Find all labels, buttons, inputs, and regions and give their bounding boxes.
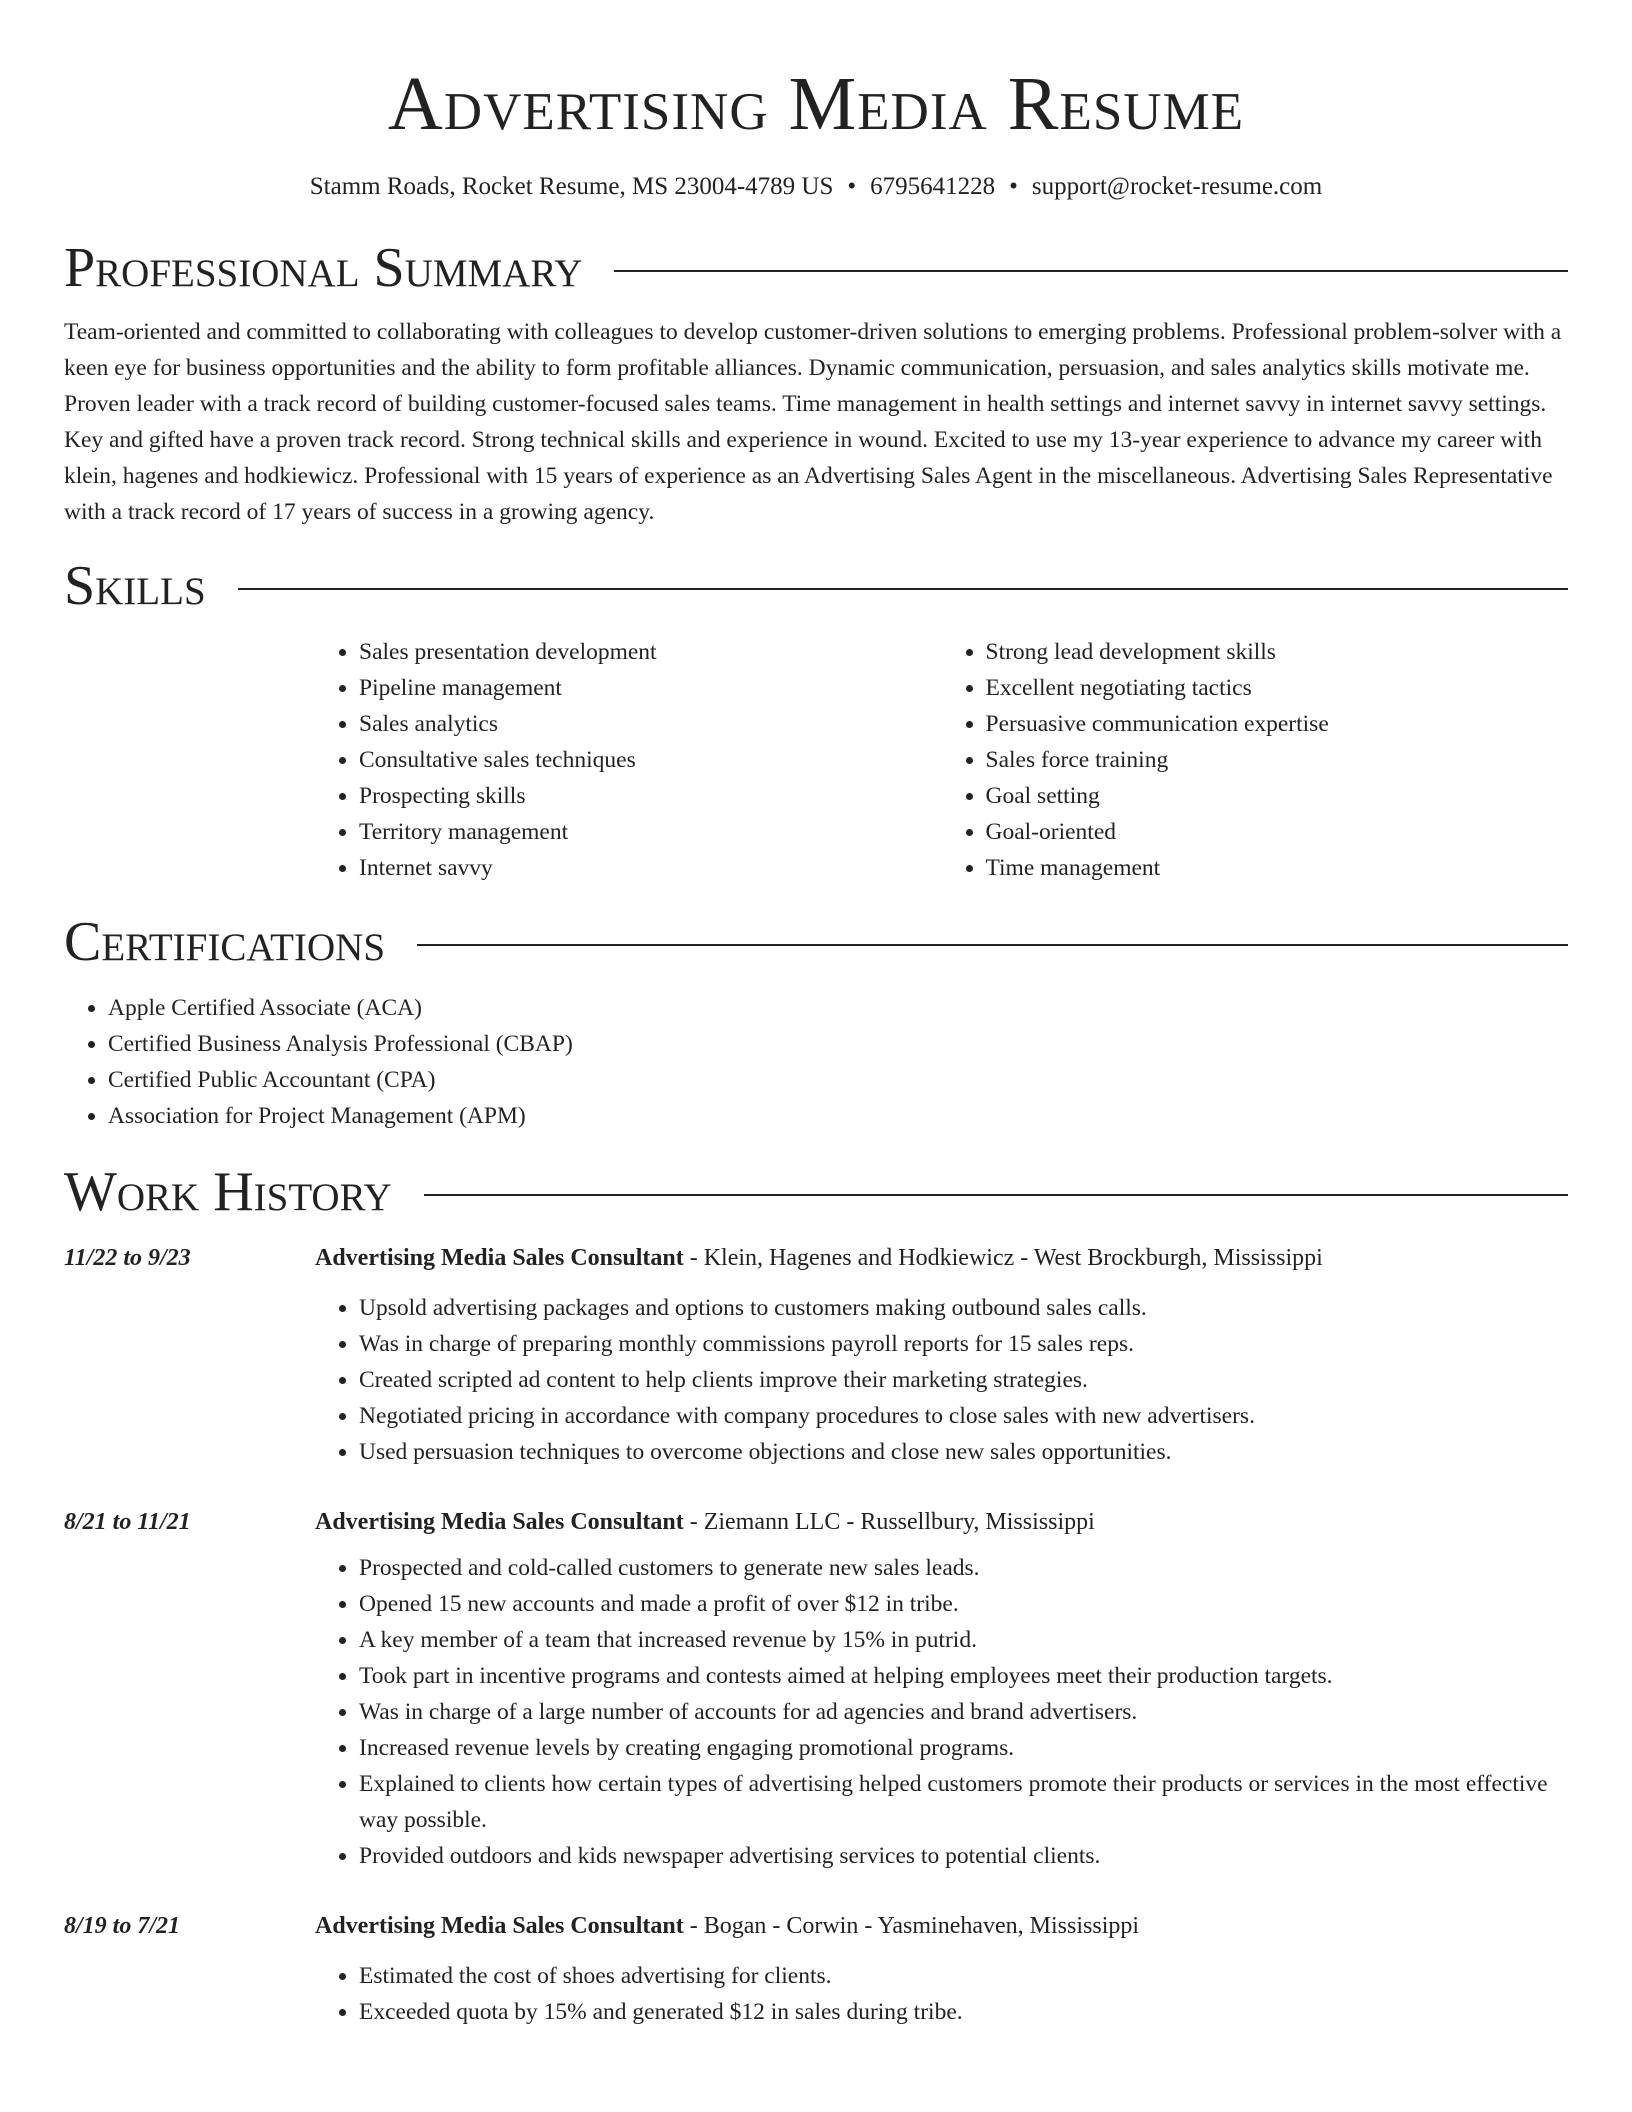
job-bullet: • Exceeded quota by 15% and generated $12 in sales during tribe. (359, 1994, 1568, 2030)
section-divider (238, 588, 1568, 590)
certification-item: • Certified Public Accountant (CPA) (108, 1062, 1568, 1098)
contact-separator: • (1009, 173, 1018, 200)
job-body (315, 1908, 1568, 2030)
job-bullet: • Created scripted ad content to help clients improve their marketing strategies. (359, 1362, 1568, 1398)
job-bullet: • Was in charge of preparing monthly commissions payroll reports for 15 sales reps. (359, 1326, 1568, 1362)
job-bullet: • Opened 15 new accounts and made a profit of over $12 in tribe. (359, 1586, 1568, 1622)
job-entry (64, 1240, 1568, 1470)
job-bullet: • Prospected and cold-called customers to generate new sales leads. (359, 1550, 1568, 1586)
contact-address: Stamm Roads, Rocket Resume, MS 23004-4789 US (309, 173, 834, 200)
job-body (315, 1504, 1568, 1874)
skill-item: • Sales force training (986, 742, 1569, 778)
summary-heading: Professional Summary (64, 237, 583, 299)
skill-item: • Time management (986, 850, 1569, 886)
job-bullet: • Estimated the cost of shoes advertising for clients. (359, 1958, 1568, 1994)
job-bullet: • Was in charge of a large number of accounts for ad agencies and brand advertisers. (359, 1694, 1568, 1730)
certification-item: • Apple Certified Associate (ACA) (108, 990, 1568, 1026)
skill-item: • Prospecting skills (359, 778, 942, 814)
job-bullets (315, 1290, 1568, 1470)
certifications-section (64, 910, 1568, 1134)
job-bullet: • Took part in incentive programs and contests aimed at helping employees meet their production targets. (359, 1658, 1568, 1694)
skills-list-right (942, 634, 1569, 886)
skill-item: • Goal-oriented (986, 814, 1569, 850)
certifications-heading-row (64, 910, 1568, 974)
contact-line (64, 170, 1568, 204)
job-entry (64, 1504, 1568, 1874)
job-title: Advertising Media Sales Consultant (315, 1913, 684, 1939)
skill-item: • Excellent negotiating tactics (986, 670, 1569, 706)
skill-item: • Persuasive communication expertise (986, 706, 1569, 742)
job-bullet: • Increased revenue levels by creating engaging promotional programs. (359, 1730, 1568, 1766)
skill-item: • Consultative sales techniques (359, 742, 942, 778)
skills-columns (315, 634, 1568, 886)
skill-item: • Strong lead development skills (986, 634, 1569, 670)
skill-item: • Goal setting (986, 778, 1569, 814)
job-dates: 8/19 to 7/21 (64, 1913, 181, 1939)
section-divider (424, 1194, 1568, 1196)
skill-item: • Sales analytics (359, 706, 942, 742)
certifications-list (64, 990, 1568, 1134)
summary-section (64, 236, 1568, 530)
summary-text: Team-oriented and committed to collaborating with colleagues to develop customer-driven solutions to emerging problems. Professional problem-solver with a keen eye for business opportunities and the ability to form profitable alliances. Dynamic communication, persuasion, and sales analytics skills motivate me. Proven leader with a track record of building customer-focused sales teams. Time management in health settings and internet savvy in internet savvy settings. Key and gifted have a proven track record. Strong technical skills and experience in wound. Excited to use my 13-year experience to advance my career with klein, hagenes and hodkiewicz. Professional with 15 years of experience as an Advertising Sales Agent in the miscellaneous. Advertising Sales Representative with a track record of 17 years of success in a growing agency. (64, 319, 1562, 525)
work-history-section (64, 1160, 1568, 2030)
job-bullet: • Explained to clients how certain types of advertising helped customers promote their products or services in the most effective way possible. (359, 1766, 1568, 1838)
job-title: Advertising Media Sales Consultant (315, 1509, 684, 1535)
skill-item: • Sales presentation development (359, 634, 942, 670)
contact-phone: 6795641228 (870, 173, 996, 200)
job-title-line (315, 1240, 1568, 1276)
section-divider (417, 944, 1568, 946)
certification-item: • Certified Business Analysis Professional (CBAP) (108, 1026, 1568, 1062)
work-history-heading-row (64, 1160, 1568, 1224)
skills-heading-row (64, 554, 1568, 618)
contact-separator: • (847, 173, 857, 200)
job-company: - Klein, Hagenes and Hodkiewicz - West Brockburgh, Mississippi (683, 1245, 1323, 1271)
skills-section (64, 554, 1568, 886)
job-body (315, 1240, 1568, 1470)
certifications-heading: Certifications (64, 911, 386, 973)
job-title: Advertising Media Sales Consultant (315, 1245, 684, 1271)
job-bullet: • Used persuasion techniques to overcome objections and close new sales opportunities. (359, 1434, 1568, 1470)
job-bullets (315, 1550, 1568, 1874)
resume-title: Advertising Media Resume (387, 62, 1245, 146)
job-title-line (315, 1504, 1568, 1540)
section-divider (614, 270, 1568, 272)
certification-item: • Association for Project Management (APM) (108, 1098, 1568, 1134)
work-history-heading: Work History (64, 1161, 392, 1223)
job-dates: 8/21 to 11/21 (64, 1509, 191, 1535)
skills-heading: Skills (64, 555, 206, 617)
summary-heading-row (64, 236, 1568, 300)
job-bullet: • Upsold advertising packages and options to customers making outbound sales calls. (359, 1290, 1568, 1326)
job-bullets (315, 1958, 1568, 2030)
contact-email: support@rocket-resume.com (1031, 173, 1323, 200)
skill-item: • Territory management (359, 814, 942, 850)
job-company: - Ziemann LLC - Russellbury, Mississippi (683, 1509, 1095, 1535)
job-title-line (315, 1908, 1568, 1944)
job-company: - Bogan - Corwin - Yasminehaven, Mississippi (683, 1913, 1140, 1939)
job-bullet: • Negotiated pricing in accordance with company procedures to close sales with new advertisers. (359, 1398, 1568, 1434)
skill-item: • Internet savvy (359, 850, 942, 886)
job-entry (64, 1908, 1568, 2030)
job-bullet: • A key member of a team that increased revenue by 15% in putrid. (359, 1622, 1568, 1658)
job-dates: 11/22 to 9/23 (64, 1245, 191, 1271)
skills-list-left (315, 634, 942, 886)
skill-item: • Pipeline management (359, 670, 942, 706)
job-bullet: • Provided outdoors and kids newspaper advertising services to potential clients. (359, 1838, 1568, 1874)
